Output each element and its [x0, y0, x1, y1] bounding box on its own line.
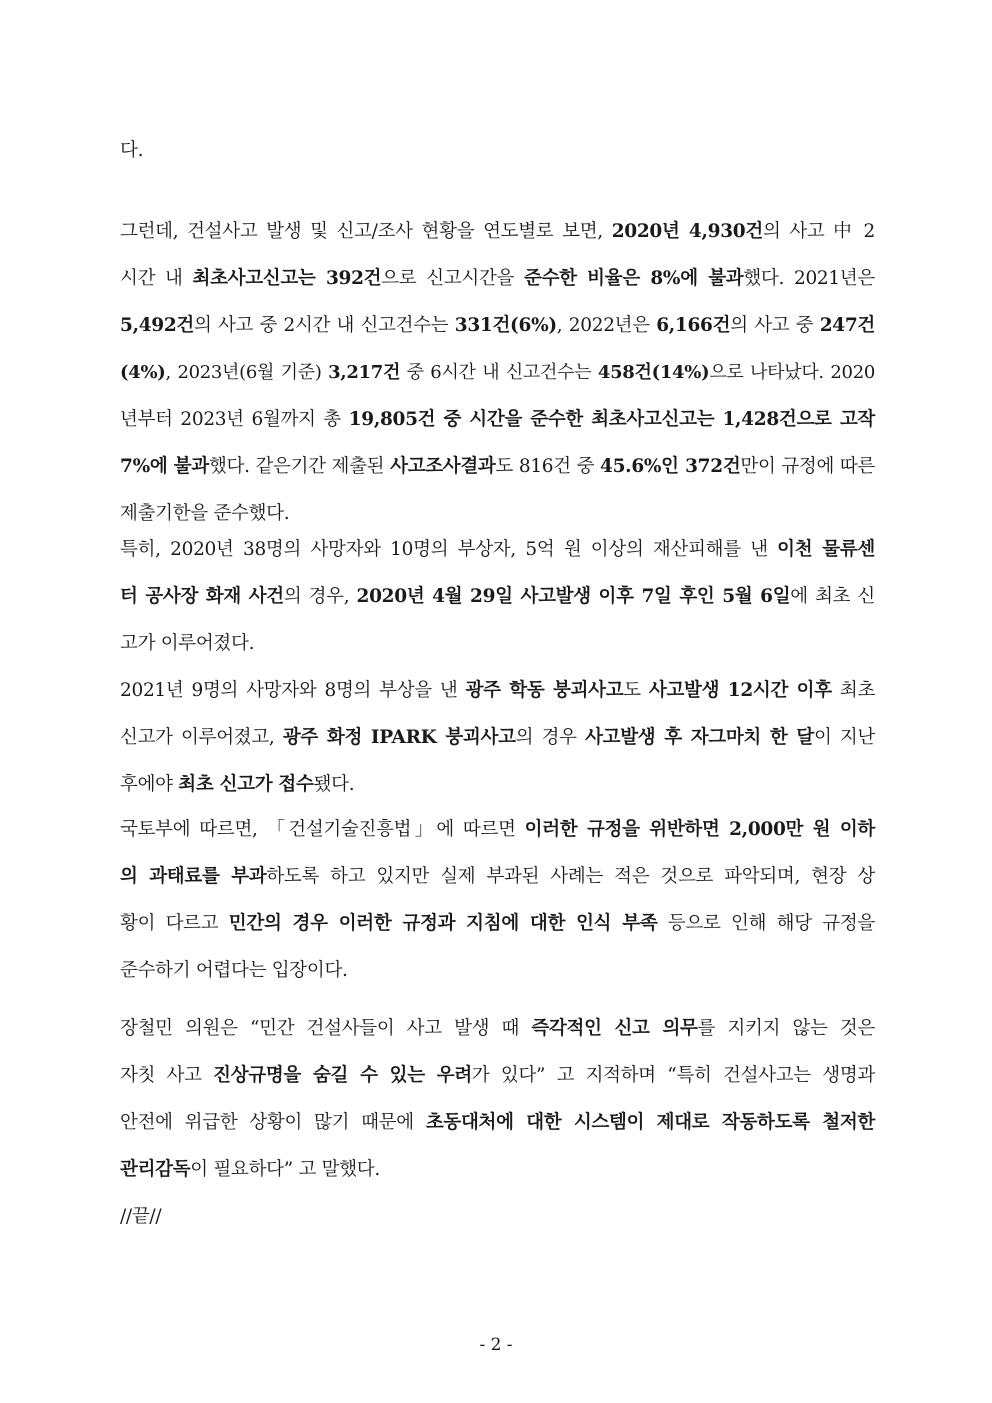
body-text: , 2023년(6월 기준): [165, 362, 329, 383]
paragraph: [120, 815, 875, 1003]
emphasis-text: 최초 신고가 접수: [178, 774, 314, 795]
text-line: [120, 862, 875, 892]
body-text: 등으로 인해 해당 규정을: [657, 913, 875, 934]
body-text: 제출기한을 준수했다.: [120, 503, 290, 524]
body-text: 국토부에 따르면, 「건설기술진흥법」에 따르면: [120, 819, 525, 840]
body-text: 의 사고 中 2: [762, 221, 875, 242]
page-number: - 2 -: [479, 1335, 513, 1355]
body-text: 그런데, 건설사고 발생 및 신고/조사 현황을 연도별로 보면,: [120, 221, 612, 242]
paragraph: [120, 1014, 875, 1249]
emphasis-text: 2020년 4월 29일 사고발생 이후 7일 후인 5월 6일: [356, 586, 791, 607]
emphasis-text: 3,217건: [328, 362, 401, 383]
body-text: 도 816건 중: [495, 456, 601, 477]
text-line: [120, 217, 875, 247]
body-text: 특히, 2020년 38명의 사망자와 10명의 부상자, 5억 원 이상의 재산피해를 낸: [120, 539, 778, 560]
text-line: [120, 1202, 875, 1232]
text-line: [120, 629, 875, 659]
body-text: , 2022년은: [556, 315, 657, 336]
body-text: 황이 다르고: [120, 913, 229, 934]
body-text: 의 경우,: [283, 586, 357, 607]
body-text: 이 필요하다” 고 말했다.: [190, 1159, 380, 1180]
body-text: 안전에 위급한 상황이 많기 때문에: [120, 1112, 426, 1133]
emphasis-text: (4%): [120, 362, 166, 383]
emphasis-text: 민간의 경우 이러한 규정과 지침에 대한 인식 부족: [228, 913, 658, 934]
emphasis-text: 최초사고신고는 392건: [192, 268, 382, 289]
paragraph: [120, 535, 875, 817]
body-text: 준수하기 어렵다는 입장이다.: [120, 960, 348, 981]
body-text: 를 지키지 않는 것은: [697, 1018, 875, 1039]
emphasis-text: 준수한 비율은 8%에 불과: [524, 268, 744, 289]
emphasis-text: 45.6%인 372건: [600, 456, 741, 477]
emphasis-text: 7%에 불과: [120, 456, 209, 477]
emphasis-text: 사고발생 12시간 이후: [648, 680, 832, 701]
emphasis-text: 광주 학동 붕괴사고: [465, 680, 624, 701]
emphasis-text: 6,166건: [656, 315, 731, 336]
paragraph: [120, 217, 875, 546]
text-line: [120, 770, 875, 800]
text-line: [120, 499, 875, 529]
body-text: 만이 규정에 따른: [740, 456, 875, 477]
body-text: 했다. 같은기간 제출된: [208, 456, 391, 477]
emphasis-text: 사고조사결과: [390, 456, 496, 477]
body-text: 의 경우: [515, 727, 586, 748]
body-text: 도: [623, 680, 649, 701]
emphasis-text: 즉각적인 신고 의무: [531, 1018, 698, 1039]
emphasis-text: 이러한 규정을 위반하면 2,000만 원 이하: [524, 819, 875, 840]
text-line: [120, 405, 875, 435]
text-line: [120, 676, 875, 706]
paragraph: [120, 136, 875, 183]
text-line: [120, 264, 875, 294]
body-text: //끝//: [120, 1206, 162, 1227]
emphasis-text: 247건: [819, 315, 876, 336]
body-text: 다.: [120, 140, 144, 161]
body-text: 후에야: [120, 774, 179, 795]
body-text: 2021년 9명의 사망자와 8명의 부상을 낸: [120, 680, 466, 701]
text-line: [120, 136, 875, 166]
emphasis-text: 사고발생 후 자그마치 한 달: [585, 727, 814, 748]
text-line: [120, 311, 875, 341]
text-line: [120, 1108, 875, 1138]
emphasis-text: 의 과태료를 부과: [120, 866, 267, 887]
text-line: [120, 956, 875, 986]
body-text: 의 사고 중: [730, 315, 820, 336]
text-line: [120, 723, 875, 753]
body-text: 최초: [831, 680, 876, 701]
body-text: 자칫 사고: [120, 1065, 214, 1086]
text-line: [120, 582, 875, 612]
emphasis-text: 이천 물류센: [777, 539, 875, 560]
body-text: 에 최초 신: [790, 586, 875, 607]
text-line: [120, 535, 875, 565]
body-text: 가 있다” 고 지적하며 “특히 건설사고는 생명과: [471, 1065, 875, 1086]
text-line: [120, 1155, 875, 1185]
text-line: [120, 909, 875, 939]
body-text: 이 지난: [813, 727, 876, 748]
body-text: 으로 나타났다. 2020: [709, 362, 875, 383]
text-line: [120, 452, 875, 482]
emphasis-text: 관리감독: [120, 1159, 191, 1180]
emphasis-text: 초동대처에 대한 시스템이 제대로 작동하도록 철저한: [425, 1112, 875, 1133]
emphasis-text: 5,492건: [120, 315, 195, 336]
emphasis-text: 2020년 4,930건: [611, 221, 763, 242]
body-text: 중 6시간 내 신고건수는: [400, 362, 598, 383]
text-line: [120, 815, 875, 845]
body-text: 신고가 이루어졌고,: [120, 727, 283, 748]
body-text: 년부터 2023년 6월까지 총: [120, 409, 349, 430]
body-text: 하도록 하고 있지만 실제 부과된 사례는 적은 것으로 파악되며, 현장 상: [266, 866, 875, 887]
text-line: [120, 1014, 875, 1044]
body-text: 의 사고 중 2시간 내 신고건수는: [194, 315, 455, 336]
emphasis-text: 331건(6%): [454, 315, 557, 336]
emphasis-text: 458건(14%): [597, 362, 710, 383]
emphasis-text: 터 공사장 화재 사건: [120, 586, 284, 607]
body-text: 장철민 의원은 “민간 건설사들이 사고 발생 때: [120, 1018, 532, 1039]
text-line: [120, 1061, 875, 1091]
text-line: [120, 358, 875, 388]
emphasis-text: 19,805건 중 시간을 준수한 최초사고신고는 1,428건으로 고작: [348, 409, 875, 430]
body-text: 했다. 2021년은: [743, 268, 875, 289]
body-text: 됐다.: [313, 774, 355, 795]
body-text: 고가 이루어졌다.: [120, 633, 255, 654]
body-text: 으로 신고시간을: [381, 268, 525, 289]
emphasis-text: 광주 화정 IPARK 붕괴사고: [282, 727, 516, 748]
body-text: 시간 내: [120, 268, 193, 289]
emphasis-text: 진상규명을 숨길 수 있는 우려: [213, 1065, 472, 1086]
